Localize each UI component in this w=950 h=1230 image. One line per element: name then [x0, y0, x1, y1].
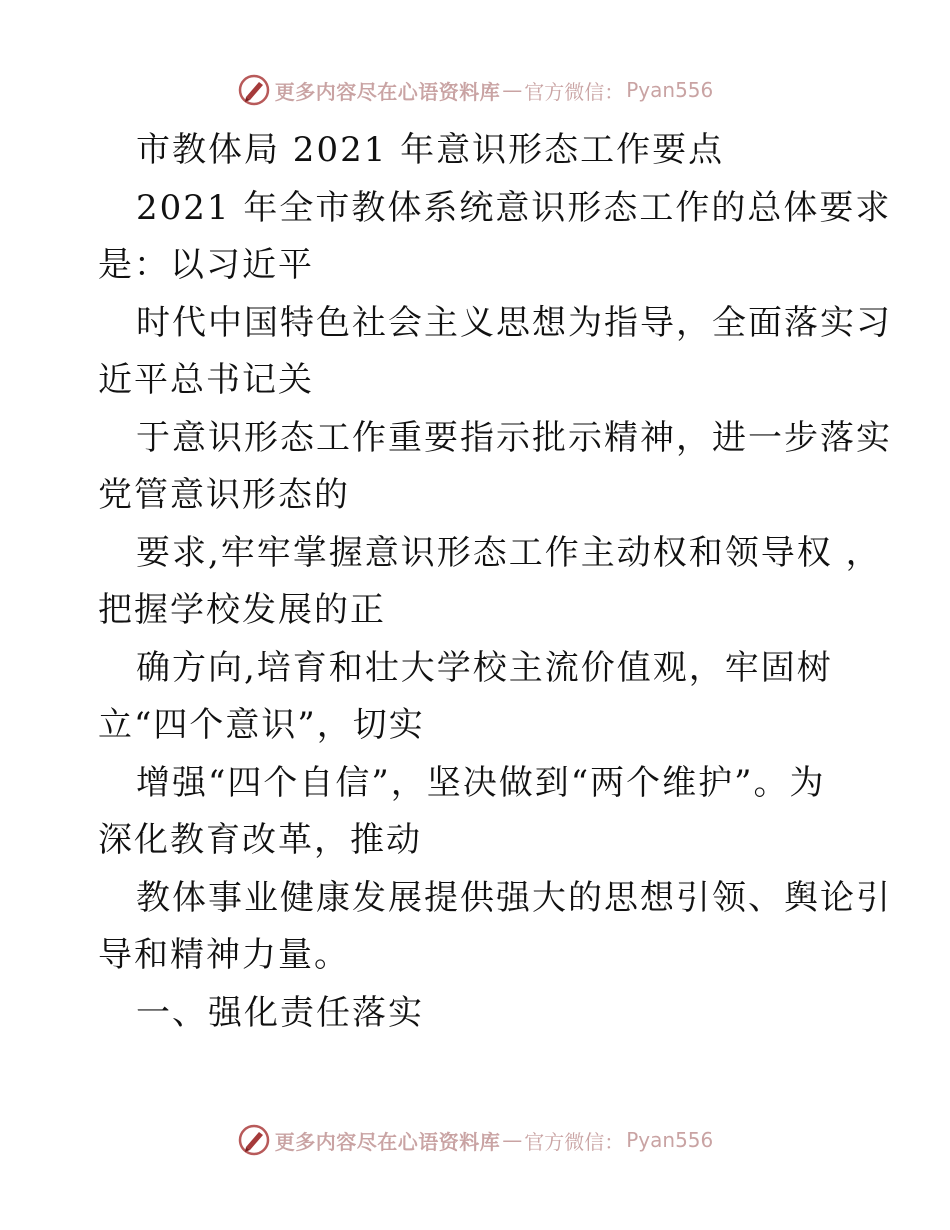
text-line: 近平总书记关 [98, 360, 314, 400]
text-line: 是：以习近平 [98, 245, 314, 285]
watermark-id: Pyan556 [626, 78, 714, 102]
text-line: 教体事业健康发展提供强大的思想引领、舆论引 [136, 877, 892, 918]
pen-logo-icon [237, 1123, 271, 1157]
text-line: 确方向,培育和壮大学校主流价值观，牢固树 [136, 647, 833, 688]
pen-logo-icon [237, 73, 271, 107]
document-title: 市教体局 2021 年意识形态工作要点 [136, 130, 725, 170]
document-body [98, 122, 892, 1042]
watermark-id: Pyan556 [626, 1128, 714, 1152]
text-line: 立“四个意识”，切实 [98, 705, 425, 745]
watermark-label: 官方微信： [524, 1129, 625, 1154]
watermark-label: 官方微信： [524, 79, 625, 104]
text-line: 党管意识形态的 [98, 475, 350, 515]
watermark-brand: 更多内容尽在心语资料库 [274, 79, 501, 104]
watermark-separator: — [502, 1128, 523, 1152]
text-line: 增强“四个自信”，坚决做到“两个维护”。为 [136, 762, 826, 803]
section-heading: 一、强化责任落实 [136, 992, 424, 1033]
watermark-brand: 更多内容尽在心语资料库 [274, 1129, 501, 1154]
text-line: 时代中国特色社会主义思想为指导，全面落实习 [136, 302, 892, 343]
watermark-separator: — [502, 78, 523, 102]
text-line: 要求,牢牢掌握意识形态工作主动权和领导权 ， [136, 532, 882, 573]
footer-watermark [0, 1120, 950, 1160]
header-watermark [0, 70, 950, 110]
text-line: 2021 年全市教体系统意识形态工作的总体要求 [136, 187, 892, 228]
text-line: 深化教育改革，推动 [98, 820, 422, 860]
text-line: 导和精神力量。 [98, 935, 350, 975]
text-line: 把握学校发展的正 [98, 590, 386, 630]
text-line: 于意识形态工作重要指示批示精神，进一步落实 [136, 417, 892, 458]
